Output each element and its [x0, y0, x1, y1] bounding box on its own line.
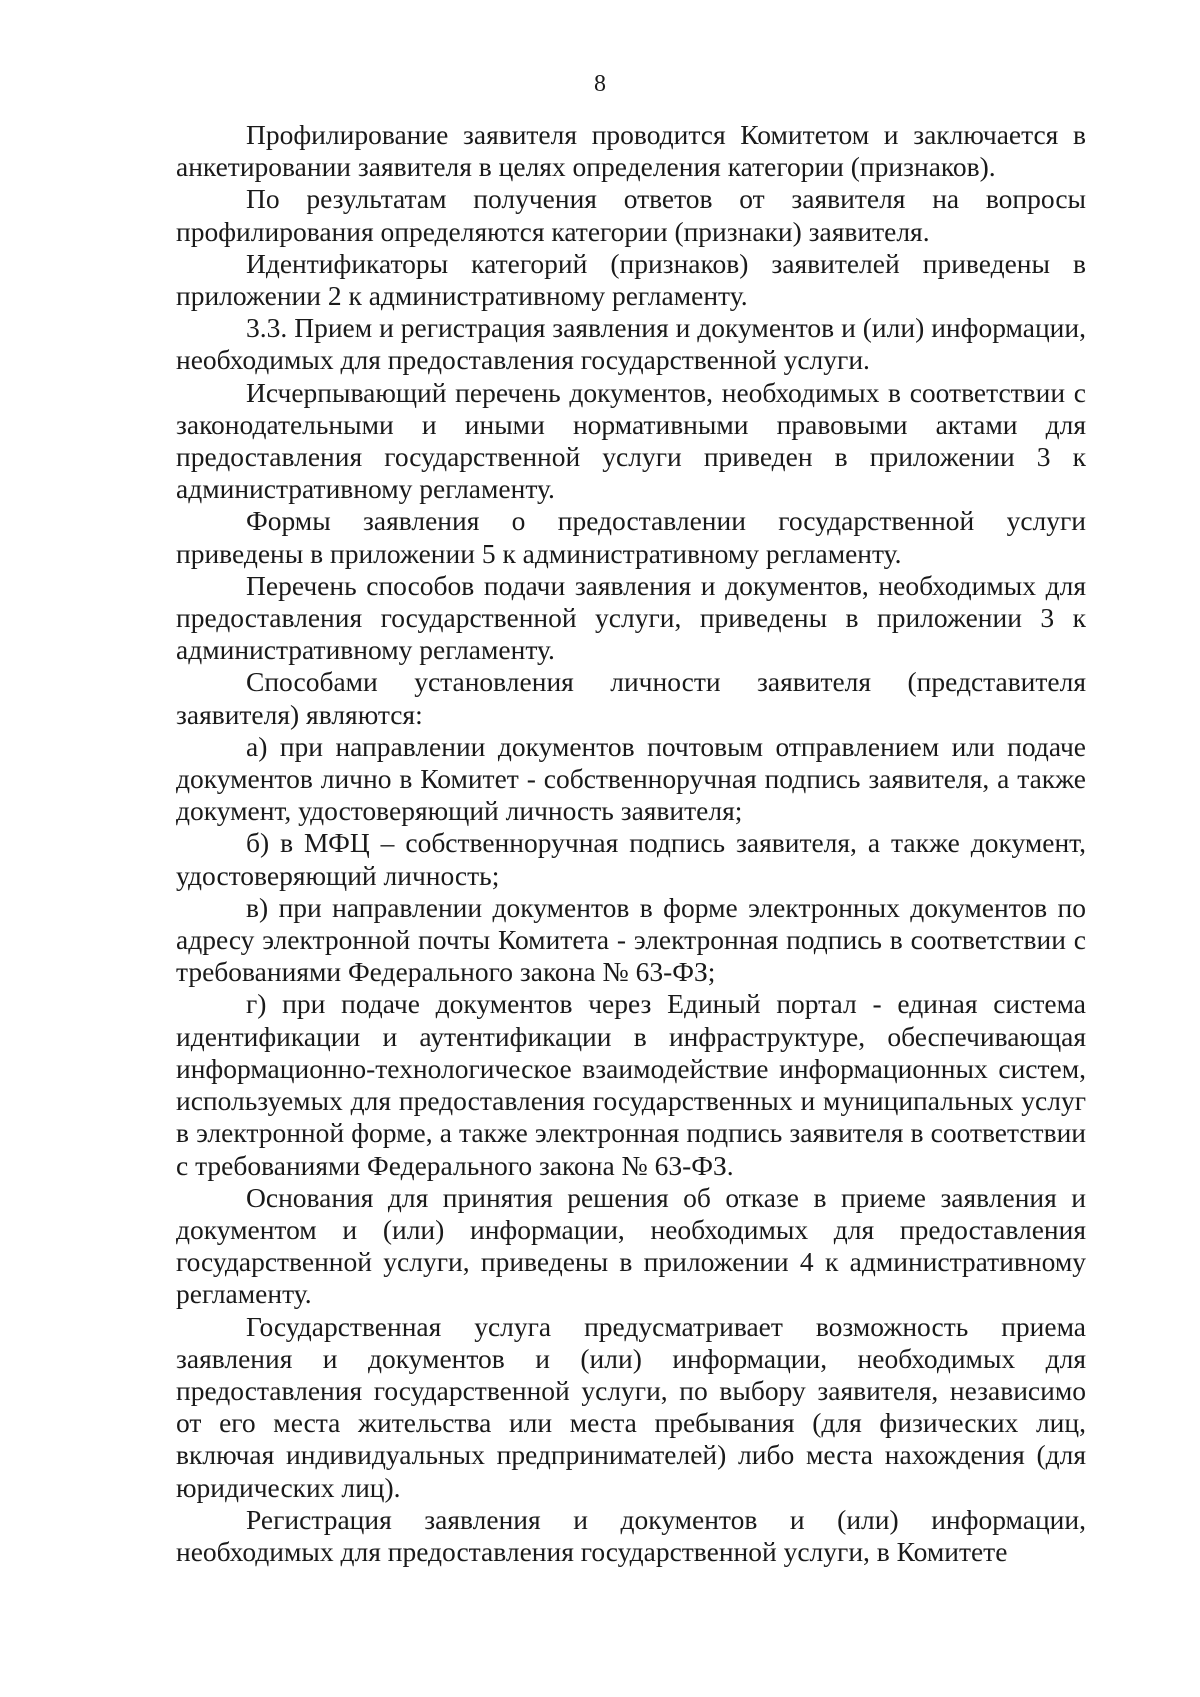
paragraph-document-list: Исчерпывающий перечень документов, необходимых в соответствии с законодательными и иными нормативными правовыми актами для предоставления государственной услуги приведен в приложении 3 к административному регламенту. [176, 376, 1086, 505]
paragraph-registration: Регистрация заявления и документов и (или) информации, необходимых для предоставления государственной услуги, в Комитете [176, 1503, 1086, 1567]
paragraph-submission-methods: Перечень способов подачи заявления и документов, необходимых для предоставления государственной услуги, приведены в приложении 3 к административному регламенту. [176, 569, 1086, 666]
list-item-a: а) при направлении документов почтовым отправлением или подаче документов лично в Комитет - собственноручная подпись заявителя, а также документ, удостоверяющий личность заявителя; [176, 730, 1086, 827]
list-item-g: г) при подаче документов через Единый портал - единая система идентификации и аутентификации в инфраструктуре, обеспечивающая информационно-технологическое взаимодействие информационных систем, используемых для предоставления государственных и муниципальных услуг в электронной форме, а также электронная подпись заявителя в соответствии с требованиями Федерального закона № 63-ФЗ. [176, 988, 1086, 1181]
paragraph-identification-methods: Способами установления личности заявителя (представителя заявителя) являются: [176, 666, 1086, 730]
list-item-b: б) в МФЦ – собственноручная подпись заявителя, а также документ, удостоверяющий личность; [176, 827, 1086, 891]
paragraph-application-forms: Формы заявления о предоставлении государственной услуги приведены в приложении 5 к административному регламенту. [176, 505, 1086, 569]
paragraph-extraterritorial: Государственная услуга предусматривает возможность приема заявления и документов и (или) информации, необходимых для предоставления государственной услуги, по выбору заявителя, независимо от его места жительства или места пребывания (для физических лиц, включая индивидуальных предпринимателей) либо места нахождения (для юридических лиц). [176, 1310, 1086, 1503]
list-item-v: в) при направлении документов в форме электронных документов по адресу электронной почты Комитета - электронная подпись в соответствии с требованиями Федерального закона № 63-ФЗ; [176, 891, 1086, 988]
paragraph-profiling: Профилирование заявителя проводится Комитетом и заключается в анкетировании заявителя в целях определения категории (признаков). [176, 119, 1086, 183]
document-body [176, 119, 1086, 1568]
paragraph-category-identifiers: Идентификаторы категорий (признаков) заявителей приведены в приложении 2 к административному регламенту. [176, 247, 1086, 312]
page-number: 8 [594, 71, 606, 97]
section-heading-3-3: 3.3. Прием и регистрация заявления и документов и (или) информации, необходимых для предоставления государственной услуги. [176, 312, 1086, 376]
paragraph-profiling-results: По результатам получения ответов от заявителя на вопросы профилирования определяются категории (признаки) заявителя. [176, 183, 1086, 247]
paragraph-refusal-grounds: Основания для принятия решения об отказе в приеме заявления и документом и (или) информации, необходимых для предоставления государственной услуги, приведены в приложении 4 к административному регламенту. [176, 1181, 1086, 1310]
